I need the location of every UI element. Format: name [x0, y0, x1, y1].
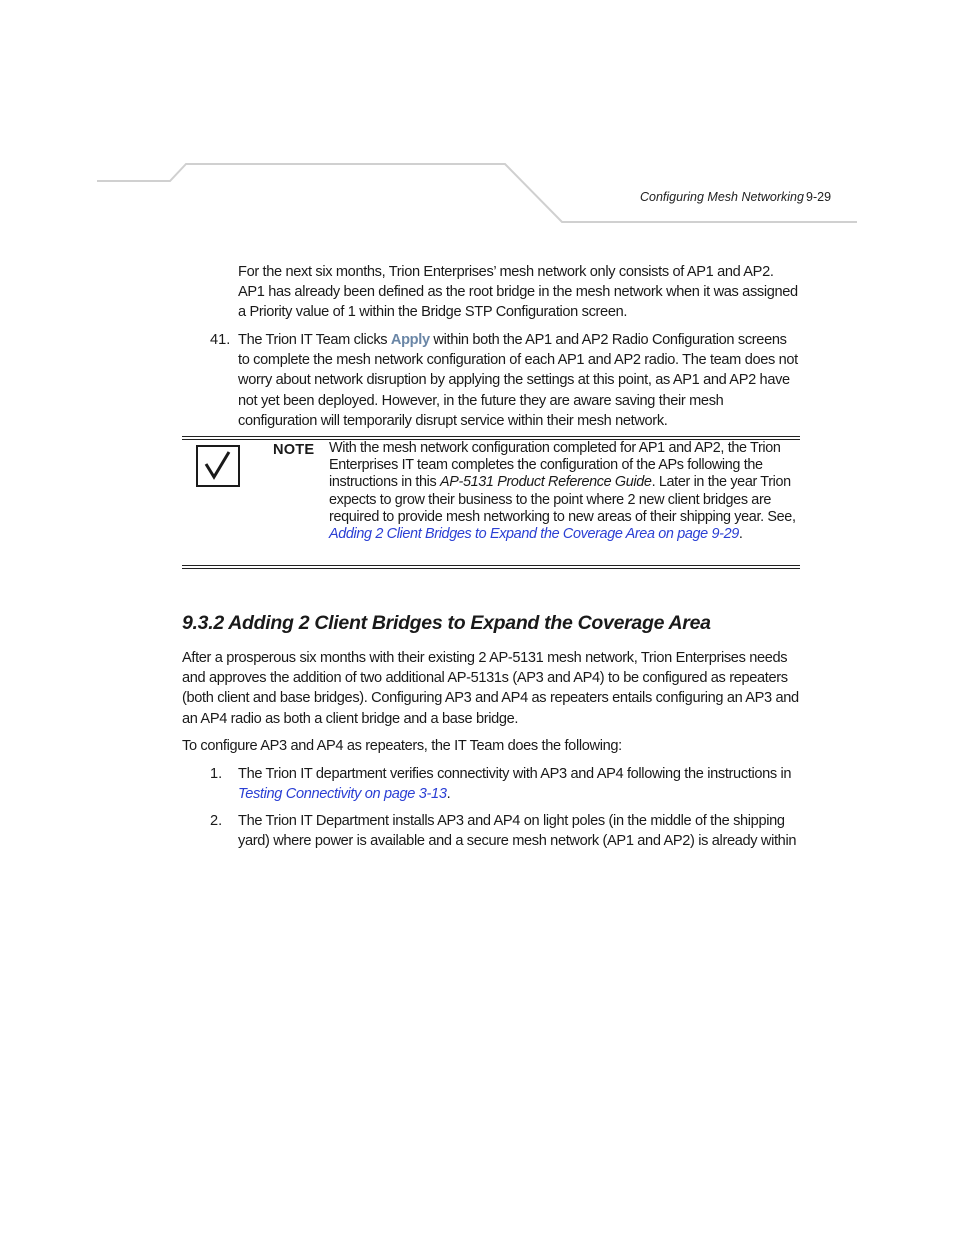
- step-1-text: The Trion IT department verifies connectivity with AP3 and AP4 following the instructions in Testing Connectivity on page 3-13.: [238, 766, 792, 803]
- step-41-text: The Trion IT Team clicks Apply within both the AP1 and AP2 Radio Configuration screens to complete the mesh network configuration of each AP1 and AP2 radio. The team does not worry about network disruption by applying the settings at this point, as AP1 and AP2 have not yet been deployed. However, in the future they are aware saving their mesh configuration will temporarily disrupt service within their mesh network.: [238, 332, 798, 429]
- intro-paragraph: For the next six months, Trion Enterprises’ mesh network only consists of AP1 and AP2. AP1 has already been defined as the root bridge in the mesh network when it was assigned a Priority value of 1 within the Bridge STP Configuration screen.: [238, 264, 798, 321]
- section-heading: 9.3.2 Adding 2 Client Bridges to Expand the Coverage Area: [182, 612, 711, 634]
- step-2-text: The Trion IT Department installs AP3 and AP4 on light poles (in the middle of the shipping yard) where power is available and a secure mesh network (AP1 and AP2) is already within: [238, 813, 797, 850]
- header-rule: [0, 0, 954, 240]
- section-paragraph-2: To configure AP3 and AP4 as repeaters, the IT Team does the following:: [182, 738, 622, 754]
- section-paragraph-1: After a prosperous six months with their existing 2 AP-5131 mesh network, Trion Enterprises needs and approves the addition of two additional AP-5131s (AP3 and AP4) to be configured as repeaters (both client and base bridges). Configuring AP3 and AP4 as repeaters entails configuring an AP3 and an AP4 radio as both a client bridge and a base bridge.: [182, 650, 799, 727]
- running-head: Configuring Mesh Networking: [640, 190, 804, 204]
- page-number: 9-29: [806, 190, 832, 204]
- note-box: [182, 436, 800, 571]
- note-bottom-rule: [182, 565, 800, 566]
- apply-button-ref: Apply: [390, 332, 430, 348]
- note-top-rule: [182, 436, 800, 437]
- note-label: NOTE: [273, 442, 315, 458]
- note-bottom-rule-2: [182, 568, 800, 569]
- step-41-number: 41.: [210, 332, 231, 348]
- note-crossref-link[interactable]: Adding 2 Client Bridges to Expand the Coverage Area on page 9-29: [329, 526, 739, 543]
- testing-connectivity-link[interactable]: Testing Connectivity on page 3-13: [238, 786, 447, 803]
- note-text: With the mesh network configuration completed for AP1 and AP2, the Trion Enterprises IT team completes the configuration of the APs following the instructions in this AP-5131 Product Reference Guide. Later in the year Trion expects to grow their business to the point where 2 new client bridges are required to provide mesh networking to new areas of their shipping year. See, Adding 2 Client Bridges to Expand the Coverage Area on page 9-29.: [329, 440, 796, 543]
- guide-title: AP-5131 Product Reference Guide: [440, 474, 652, 491]
- checkmark-icon: [196, 445, 240, 487]
- step-2-number: 2.: [210, 813, 223, 829]
- step-1-number: 1.: [210, 766, 223, 782]
